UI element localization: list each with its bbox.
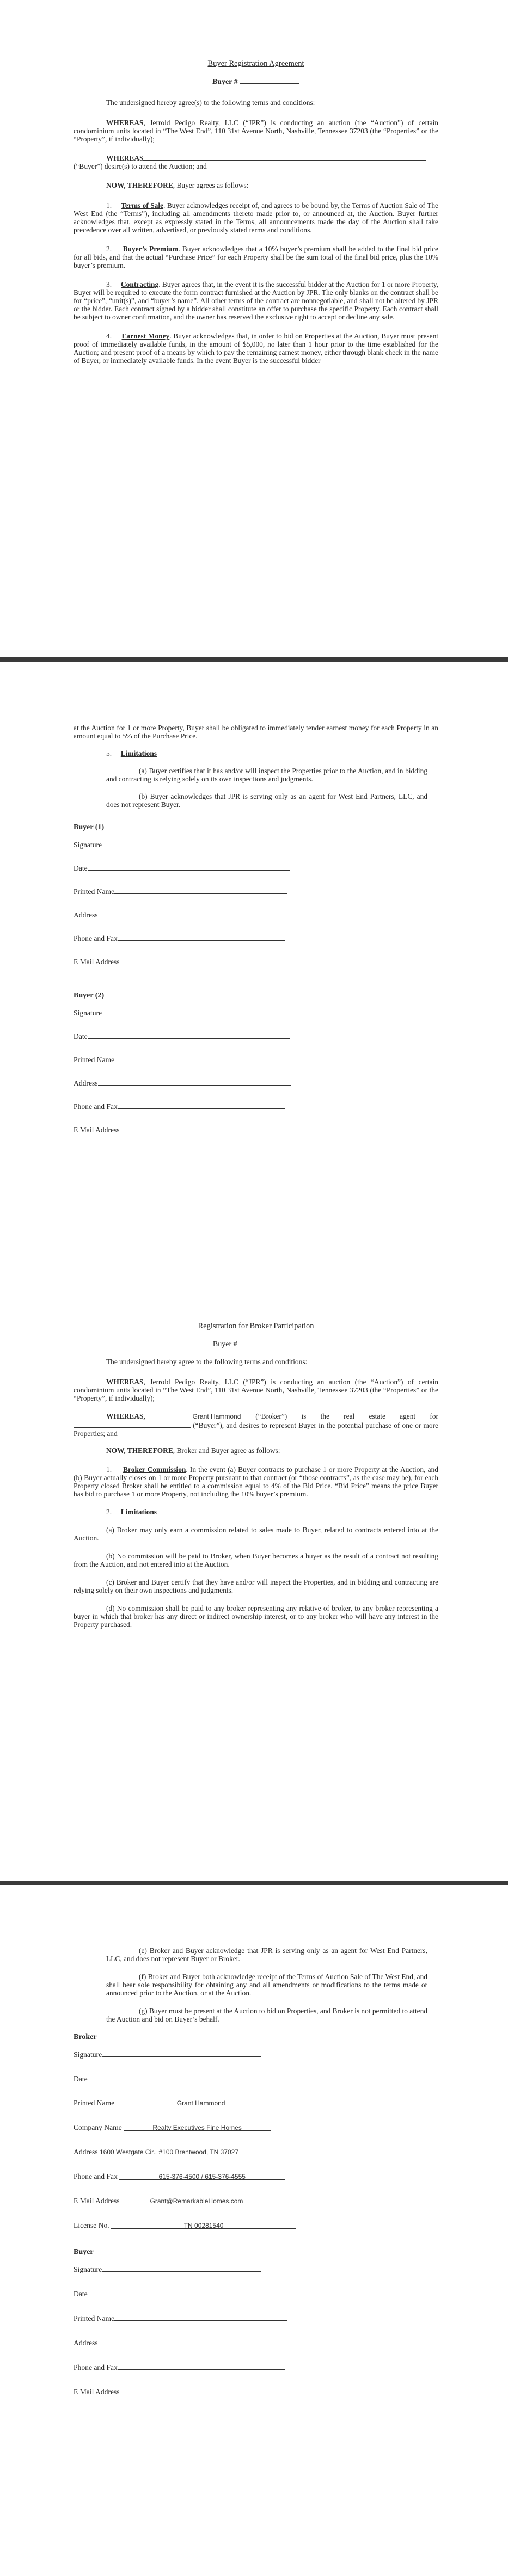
printed-name-line[interactable] bbox=[114, 1055, 287, 1062]
field-label: Date bbox=[74, 2290, 88, 2298]
clause-number: 3. bbox=[106, 280, 112, 288]
page-4 bbox=[0, 1885, 508, 2576]
page-3 bbox=[0, 1260, 508, 1881]
signature-line[interactable] bbox=[102, 840, 261, 847]
address-line[interactable] bbox=[98, 910, 291, 917]
address-line[interactable] bbox=[98, 2338, 291, 2345]
field-label: Date bbox=[74, 2075, 88, 2083]
clause-text: . Buyer acknowledges receipt of, and agrees to be bound by, the Terms of Auction Sale of The West End (the “Terms”), including all amendments thereto made prior to, or announced at, the Auction. Buyer further acknowledges that, except as expressly stated in the Terms, all announcements made the day of the Auction shall take precedence over all written, advertised, or previously stated terms and conditions. bbox=[74, 201, 438, 234]
page-separator bbox=[0, 657, 508, 662]
page-separator bbox=[0, 1881, 508, 1885]
buyer-2-fields bbox=[74, 1008, 438, 1149]
field-label: Printed Name bbox=[74, 888, 115, 896]
printed-name-line[interactable] bbox=[114, 2314, 287, 2321]
field-label: Phone and Fax bbox=[74, 2172, 118, 2180]
address-field bbox=[74, 2148, 438, 2172]
buyer-fields bbox=[74, 2265, 438, 2412]
whereas-lead: WHEREAS bbox=[106, 1378, 144, 1386]
date-field bbox=[74, 2289, 438, 2314]
phone-fax-field bbox=[74, 1102, 438, 1125]
field-label: Signature bbox=[74, 841, 102, 849]
clause-text: . Buyer agrees that, in the event it is the successful bidder at the Auction for 1 or more Property, Buyer will be required to execute the form contract furnished at the Auction by JPR. The only blanks on the contract shall be for “price”, “unit(s)”, and “buyer’s name”. All other terms of the contract are nonnegotiable, and shall not be altered by JPR or the bidder. Each contract signed by a bidder shall constitute an offer to purchase the specific Property. Each contract shall be subject to owner confirmation, and the owner has reserved the exclusive right to accept or decline any sale. bbox=[74, 280, 438, 321]
field-label: E Mail Address bbox=[74, 1126, 120, 1134]
buyer-number-label: Buyer # bbox=[212, 78, 238, 86]
field-label: E Mail Address bbox=[74, 958, 120, 966]
clause-4-continued: at the Auction for 1 or more Property, Buyer shall be obligated to immediately tender earnest money for each Property in an amount equal to 5% of the Purchase Price. bbox=[74, 724, 438, 740]
license-line[interactable]: TN 00281540 bbox=[111, 2222, 296, 2229]
whereas-text: (“Broker”) is the real estate agent for bbox=[255, 1412, 438, 1420]
clause-text: . In the event (a) Buyer contracts to purchase 1 or more Property at the Auction, and (b) Buyer actually closes on 1 or more Property pursuant to that contract (or “those contracts”, as the case may be), for each Property closed Broker shall be entitled to a commission equal to 4% of the Bid Price. “Bid Price” means the price Buyer has bid to purchase 1 or more Property, not including the 10% buyer’s premium. bbox=[74, 1465, 438, 1498]
field-label: E Mail Address bbox=[74, 2197, 120, 2205]
clause-number: 4. bbox=[106, 332, 112, 340]
field-label: Company Name bbox=[74, 2123, 122, 2131]
printed-name-field bbox=[74, 2314, 438, 2338]
therefore-paragraph bbox=[74, 1446, 438, 1455]
date-field bbox=[74, 2074, 438, 2099]
limitation-g: (g) Buyer must be present at the Auction to bid on Properties, and Broker is not permitted to attend the Auction and bid on Buyer’s behalf. bbox=[106, 2007, 427, 2023]
field-label: Phone and Fax bbox=[74, 2363, 118, 2371]
field-label: Printed Name bbox=[74, 2099, 115, 2107]
whereas-lead: WHEREAS, bbox=[106, 1412, 145, 1420]
address-field bbox=[74, 1079, 438, 1102]
phone-fax-field bbox=[74, 2172, 438, 2197]
buyer-number-label: Buyer # bbox=[212, 1340, 237, 1348]
signature-line[interactable] bbox=[102, 2265, 261, 2272]
phone-fax-line[interactable] bbox=[118, 934, 285, 941]
email-field bbox=[74, 1125, 438, 1149]
clause-number: 2. bbox=[106, 245, 112, 253]
phone-fax-line[interactable] bbox=[118, 1102, 285, 1109]
field-label: Printed Name bbox=[74, 2314, 115, 2322]
buyer-2-heading: Buyer (2) bbox=[74, 991, 105, 1000]
field-label: Address bbox=[74, 2148, 98, 2156]
therefore-lead: NOW, THEREFORE bbox=[106, 1446, 173, 1455]
limitation-f: (f) Broker and Buyer both acknowledge receipt of the Terms of Auction Sale of The West End, and shall bear sole responsibility for obtaining any and all amendments or modifications to the terms made or announced prior to the Auction, or at the Auction. bbox=[106, 1973, 427, 1997]
clause-heading: Limitations bbox=[120, 749, 157, 757]
field-label: Date bbox=[74, 1032, 88, 1040]
field-label: Address bbox=[74, 2339, 98, 2347]
clause-text: . Buyer acknowledges that a 10% buyer’s premium shall be added to the final bid price for all bids, and that the actual “Purchase Price” for each Property shall be the sum total of the final bid price, plus the 10% buyer’s premium. bbox=[74, 245, 438, 269]
whereas-paragraph-2 bbox=[74, 1412, 438, 1438]
license-field bbox=[74, 2221, 438, 2246]
form-title: Registration for Broker Participation bbox=[198, 1322, 314, 1330]
signature-field bbox=[74, 2050, 438, 2074]
field-label: License No. bbox=[74, 2221, 109, 2229]
signature-field bbox=[74, 1008, 438, 1032]
whereas-paragraph-2 bbox=[74, 154, 438, 162]
signature-line[interactable] bbox=[102, 1008, 261, 1015]
whereas-text: (“Buyer”), and desires to represent Buyer in the potential purchase of one or more Properties; and bbox=[74, 1421, 438, 1438]
buyer-number-line[interactable] bbox=[240, 83, 299, 84]
address-line[interactable] bbox=[98, 1079, 291, 1086]
phone-fax-field bbox=[74, 934, 438, 957]
form-title: Buyer Registration Agreement bbox=[207, 59, 304, 68]
email-line[interactable] bbox=[120, 1125, 272, 1132]
field-label: Phone and Fax bbox=[74, 1102, 118, 1111]
address-field bbox=[74, 910, 438, 934]
clause-4 bbox=[74, 332, 438, 365]
clause-3 bbox=[74, 280, 438, 321]
email-field bbox=[74, 2197, 438, 2221]
date-field bbox=[74, 864, 438, 887]
whereas-text: , Jerrold Pedigo Realty, LLC (“JPR”) is conducting an auction (the “Auction”) of certain condominium units located in “The West End”, 110 31st Avenue North, Nashville, Tennessee 37203 (the “Properties” or the “Property”, if individually); bbox=[74, 119, 438, 143]
clause-number: 2. bbox=[106, 1508, 112, 1516]
field-label: Phone and Fax bbox=[74, 934, 118, 942]
address-field bbox=[74, 2338, 438, 2363]
company-name-field bbox=[74, 2123, 438, 2148]
clause-heading: Buyer’s Premium bbox=[123, 245, 179, 253]
printed-name-field bbox=[74, 2099, 438, 2123]
intro-text: The undersigned hereby agree to the following terms and conditions: bbox=[106, 1358, 308, 1366]
clause-number: 5. bbox=[106, 749, 112, 757]
therefore-paragraph bbox=[74, 181, 438, 189]
field-label: Address bbox=[74, 1079, 98, 1087]
field-label: Date bbox=[74, 864, 88, 872]
field-label: Signature bbox=[74, 2265, 102, 2273]
page-1 bbox=[0, 0, 508, 657]
whereas-lead: WHEREAS bbox=[106, 154, 144, 162]
clause-2 bbox=[74, 1508, 438, 1516]
signature-line[interactable] bbox=[102, 2050, 261, 2057]
buyer-name-line[interactable] bbox=[143, 160, 426, 161]
buyer-number-field bbox=[74, 78, 438, 86]
field-label: Address bbox=[74, 911, 98, 919]
email-field bbox=[74, 2387, 438, 2412]
whereas-buyer-text: (“Buyer”) desire(s) to attend the Auction; and bbox=[74, 162, 207, 170]
field-label: E Mail Address bbox=[74, 2388, 120, 2396]
buyer-1-fields bbox=[74, 840, 438, 981]
company-name-line[interactable]: Realty Executives Fine Homes bbox=[124, 2124, 271, 2131]
buyer-name-line[interactable] bbox=[74, 1427, 191, 1428]
email-line[interactable]: Grant@RemarkableHomes.com bbox=[121, 2197, 272, 2204]
limitation-c: (c) Broker and Buyer certify that they have and/or will inspect the Properties, and in bidding and contracting are relying solely on their own inspections and judgments. bbox=[74, 1578, 438, 1594]
page-2 bbox=[0, 662, 508, 1260]
clause-1 bbox=[74, 1465, 438, 1498]
clause-heading: Earnest Money bbox=[121, 332, 170, 340]
whereas-paragraph-1 bbox=[74, 1378, 438, 1402]
therefore-lead: NOW, THEREFORE bbox=[106, 181, 173, 189]
therefore-text: , Broker and Buyer agree as follows: bbox=[173, 1446, 280, 1455]
therefore-text: , Buyer agrees as follows: bbox=[173, 181, 249, 189]
printed-name-line[interactable] bbox=[114, 887, 287, 894]
clause-heading: Limitations bbox=[120, 1508, 157, 1516]
limitation-b: (b) Buyer acknowledges that JPR is serving only as an agent for West End Partners, LLC, and does not represent Buyer. bbox=[106, 792, 427, 809]
email-field bbox=[74, 957, 438, 981]
whereas-lead: WHEREAS bbox=[106, 119, 144, 127]
intro-text: The undersigned hereby agree(s) to the following terms and conditions: bbox=[106, 98, 315, 107]
whereas-paragraph-1 bbox=[74, 119, 438, 143]
limitation-a: (a) Buyer certifies that it has and/or will inspect the Properties prior to the Auction, and in bidding and contracting is relying solely on its own inspections and judgments. bbox=[106, 767, 427, 783]
buyer-number-field bbox=[74, 1340, 438, 1348]
field-label: Printed Name bbox=[74, 1056, 115, 1064]
phone-fax-line[interactable]: 615-376-4500 / 615-376-4555 bbox=[119, 2173, 285, 2180]
buyer-heading: Buyer bbox=[74, 2248, 94, 2256]
clause-5 bbox=[74, 749, 438, 757]
limitation-e: (e) Broker and Buyer acknowledge that JPR is serving only as an agent for West End Partners, LLC, and does not represent Buyer or Broker. bbox=[106, 1946, 427, 1963]
clause-heading: Broker Commission bbox=[123, 1465, 186, 1474]
broker-fields bbox=[74, 2050, 438, 2246]
email-line[interactable] bbox=[120, 2387, 272, 2394]
clause-heading: Contracting bbox=[121, 280, 159, 288]
date-field bbox=[74, 1032, 438, 1055]
broker-name-line[interactable]: Grant Hammond bbox=[160, 1413, 241, 1421]
phone-fax-line[interactable] bbox=[118, 2363, 285, 2370]
clause-text: . Buyer acknowledges that, in order to bid on Properties at the Auction, Buyer must present proof of immediately available funds, in the amount of $5,000, no later than 1 hour prior to the time established for the Auction; and present proof of a means by which to pay the remaining earnest money, either through blank check in the name of Buyer, or immediately available funds. In the event Buyer is the successful bidder bbox=[74, 332, 439, 365]
printed-name-line[interactable]: Grant Hammond bbox=[114, 2099, 287, 2106]
clause-number: 1. bbox=[106, 201, 112, 209]
signature-field bbox=[74, 2265, 438, 2289]
date-line[interactable] bbox=[88, 1032, 290, 1039]
date-line[interactable] bbox=[88, 864, 290, 871]
clause-2 bbox=[74, 245, 438, 269]
field-label: Signature bbox=[74, 1009, 102, 1017]
printed-name-field bbox=[74, 887, 438, 910]
buyer-1-heading: Buyer (1) bbox=[74, 823, 105, 831]
limitation-a: (a) Broker may only earn a commission related to sales made to Buyer, related to contracts entered into at the Auction. bbox=[74, 1526, 438, 1542]
field-label: Signature bbox=[74, 2050, 102, 2059]
signature-field bbox=[74, 840, 438, 864]
limitation-b: (b) No commission will be paid to Broker, when Buyer becomes a buyer as the result of a contract not resulting from the Auction, and not entered into at the Auction. bbox=[74, 1552, 438, 1568]
date-line[interactable] bbox=[88, 2074, 290, 2081]
whereas-text: , Jerrold Pedigo Realty, LLC (“JPR”) is conducting an auction (the “Auction”) of certain condominium units located in “The West End”, 110 31st Avenue North, Nashville, Tennessee 37203 (the “Properties” or the “Property”, if individually); bbox=[74, 1378, 438, 1402]
clause-1 bbox=[74, 201, 438, 234]
printed-name-field bbox=[74, 1055, 438, 1079]
clause-number: 1. bbox=[106, 1465, 112, 1474]
clause-heading: Terms of Sale bbox=[121, 201, 164, 209]
broker-heading: Broker bbox=[74, 2033, 97, 2041]
phone-fax-field bbox=[74, 2363, 438, 2387]
limitation-d: (d) No commission shall be paid to any broker representing any relative of broker, to any broker representing a buyer in which that broker has any direct or indirect ownership interest, or to any broker who will have any interest in the Property purchased. bbox=[74, 1604, 438, 1629]
email-line[interactable] bbox=[120, 957, 272, 964]
address-line[interactable]: 1600 Westgate Cir., #100 Brentwood, TN 37027 bbox=[100, 2148, 291, 2155]
date-line[interactable] bbox=[88, 2289, 290, 2296]
